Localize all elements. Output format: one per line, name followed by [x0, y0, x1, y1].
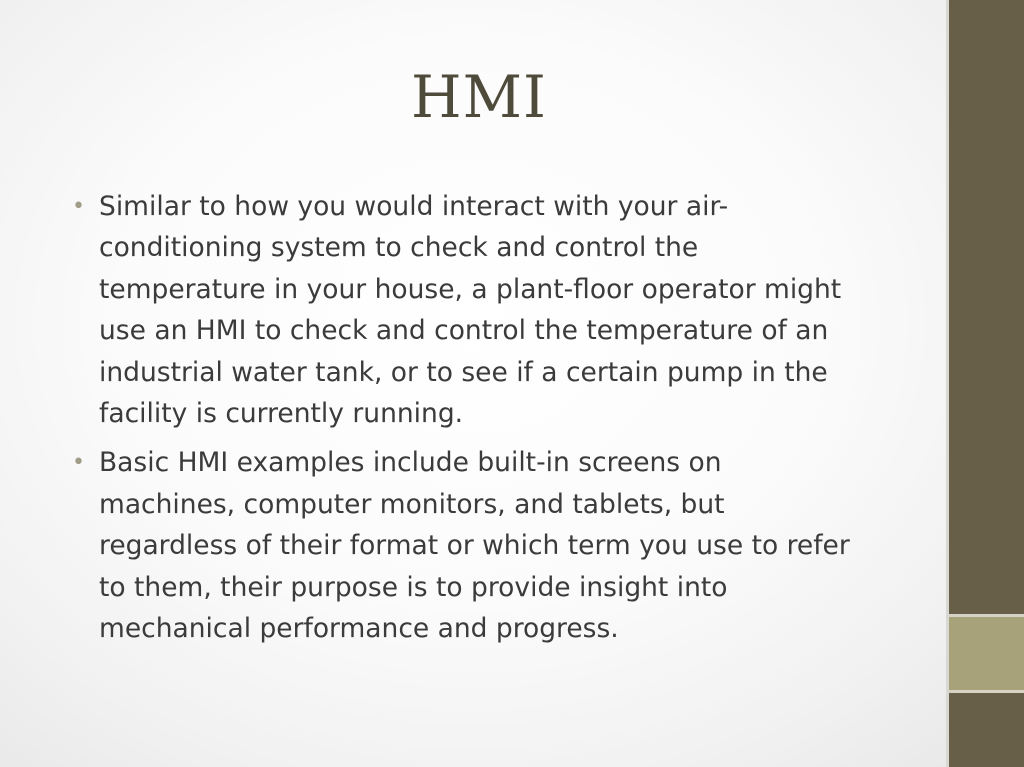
bullet-line: industrial water tank, or to see if a certain pump in the: [99, 356, 828, 388]
sidebar-band-top: [949, 0, 1024, 614]
bullet-item: [70, 186, 900, 434]
bullet-line: use an HMI to check and control the temperature of an: [99, 315, 829, 347]
slide-title: HMI: [411, 63, 547, 131]
bullet-icon: •: [72, 194, 85, 219]
sidebar-band-accent: [949, 617, 1024, 690]
bullet-item: [70, 442, 900, 649]
bullet-line: mechanical performance and progress.: [99, 613, 619, 645]
bullet-line: Similar to how you would interact with your air-: [99, 191, 729, 222]
bullet-line: machines, computer monitors, and tablets, but: [99, 488, 725, 520]
bullet-line: Basic HMI examples include built-in screens on: [99, 447, 722, 479]
bullet-list: [70, 186, 900, 657]
bullet-line: facility is currently running.: [99, 398, 464, 430]
bullet-icon: •: [72, 450, 85, 476]
bullet-line: to them, their purpose is to provide insight into: [99, 571, 728, 603]
bullet-line: temperature in your house, a plant-floor operator might: [99, 273, 842, 305]
bullet-line: regardless of their format or which term you use to refer: [99, 530, 850, 562]
bullet-line: conditioning system to check and control the: [99, 232, 699, 264]
sidebar-band-bottom: [949, 693, 1024, 767]
